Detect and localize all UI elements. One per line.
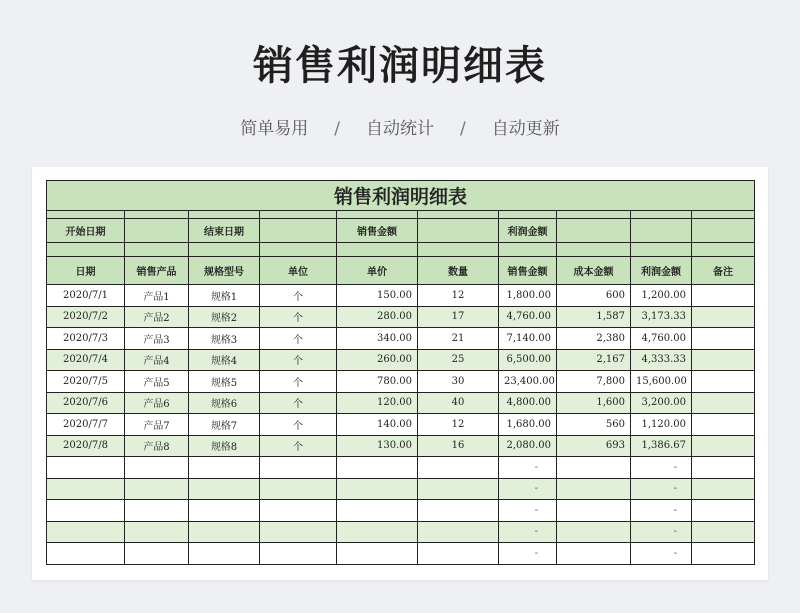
- empty-row: [47, 500, 755, 522]
- table-cell[interactable]: 16: [418, 435, 499, 457]
- summary-empty-cell[interactable]: [692, 219, 755, 243]
- table-cell[interactable]: [47, 521, 125, 543]
- table-cell[interactable]: 4,760.00: [631, 328, 692, 350]
- table-cell[interactable]: [260, 521, 337, 543]
- table-cell[interactable]: -: [499, 500, 557, 522]
- table-cell[interactable]: 个: [260, 285, 337, 307]
- table-cell[interactable]: 1,680.00: [499, 414, 557, 436]
- column-header: 销售产品: [125, 257, 189, 285]
- table-cell[interactable]: [125, 500, 189, 522]
- column-header: 规格型号: [189, 257, 260, 285]
- empty-row: [47, 457, 755, 479]
- table-cell[interactable]: 产品8: [125, 435, 189, 457]
- table-row: [47, 306, 755, 328]
- table-cell[interactable]: 产品5: [125, 371, 189, 393]
- table-cell[interactable]: [692, 349, 755, 371]
- subtitle-separator: /: [460, 119, 466, 139]
- table-cell[interactable]: 规格1: [189, 285, 260, 307]
- sales-profit-table: [46, 180, 755, 565]
- table-cell[interactable]: [557, 543, 631, 565]
- table-cell[interactable]: [189, 543, 260, 565]
- table-cell[interactable]: [125, 457, 189, 479]
- table-cell[interactable]: -: [631, 521, 692, 543]
- table-cell[interactable]: 1,587: [557, 306, 631, 328]
- table-cell[interactable]: 6,500.00: [499, 349, 557, 371]
- table-row: [47, 414, 755, 436]
- table-cell[interactable]: 个: [260, 306, 337, 328]
- table-row: [47, 349, 755, 371]
- table-cell[interactable]: [337, 500, 418, 522]
- table-cell[interactable]: [337, 521, 418, 543]
- table-cell[interactable]: [692, 285, 755, 307]
- subtitle-item: 简单易用: [240, 119, 309, 139]
- table-cell[interactable]: 780.00: [337, 371, 418, 393]
- table-cell[interactable]: 130.00: [337, 435, 418, 457]
- table-cell[interactable]: 23,400.00: [499, 371, 557, 393]
- spacer-row: [47, 243, 755, 257]
- table-cell[interactable]: [418, 500, 499, 522]
- summary-empty-cell[interactable]: [631, 219, 692, 243]
- sales-amount-cell[interactable]: [418, 219, 499, 243]
- table-cell[interactable]: 2020/7/3: [47, 328, 125, 350]
- table-cell[interactable]: [125, 521, 189, 543]
- table-cell[interactable]: [47, 543, 125, 565]
- table-cell[interactable]: 17: [418, 306, 499, 328]
- table-cell[interactable]: 产品6: [125, 392, 189, 414]
- table-cell[interactable]: [418, 478, 499, 500]
- table-cell[interactable]: 15,600.00: [631, 371, 692, 393]
- table-cell[interactable]: [125, 543, 189, 565]
- table-cell[interactable]: 560: [557, 414, 631, 436]
- table-cell[interactable]: [260, 500, 337, 522]
- table-cell[interactable]: 3,173.33: [631, 306, 692, 328]
- table-cell[interactable]: -: [631, 500, 692, 522]
- profit-amount-label: 利润金额: [499, 219, 557, 243]
- table-cell[interactable]: 2020/7/5: [47, 371, 125, 393]
- table-cell[interactable]: [692, 392, 755, 414]
- table-cell[interactable]: 25: [418, 349, 499, 371]
- start-date-cell[interactable]: [125, 219, 189, 243]
- table-cell[interactable]: 4,800.00: [499, 392, 557, 414]
- sales-amount-label: 销售金额: [337, 219, 418, 243]
- table-cell[interactable]: 规格3: [189, 328, 260, 350]
- table-cell[interactable]: [692, 521, 755, 543]
- table-cell[interactable]: 1,200.00: [631, 285, 692, 307]
- table-cell[interactable]: 个: [260, 328, 337, 350]
- table-cell[interactable]: 产品7: [125, 414, 189, 436]
- table-cell[interactable]: [557, 478, 631, 500]
- table-cell[interactable]: [692, 306, 755, 328]
- table-cell[interactable]: 规格6: [189, 392, 260, 414]
- table-cell[interactable]: -: [499, 478, 557, 500]
- start-date-label: 开始日期: [47, 219, 125, 243]
- table-cell[interactable]: [189, 500, 260, 522]
- table-cell[interactable]: [557, 521, 631, 543]
- empty-row: [47, 543, 755, 565]
- table-cell[interactable]: -: [499, 457, 557, 479]
- table-cell[interactable]: 280.00: [337, 306, 418, 328]
- table-row: [47, 285, 755, 307]
- table-cell[interactable]: [692, 435, 755, 457]
- profit-amount-cell[interactable]: [557, 219, 631, 243]
- table-cell[interactable]: 30: [418, 371, 499, 393]
- table-cell[interactable]: -: [631, 543, 692, 565]
- subtitle-item: 自动统计: [366, 119, 434, 139]
- table-cell[interactable]: [47, 478, 125, 500]
- summary-row: [47, 219, 755, 243]
- table-row: [47, 371, 755, 393]
- table-cell[interactable]: 7,140.00: [499, 328, 557, 350]
- table-cell[interactable]: [260, 457, 337, 479]
- table-cell[interactable]: 2020/7/1: [47, 285, 125, 307]
- column-header: 备注: [692, 257, 755, 285]
- page-title: 销售利润明细表: [253, 43, 547, 89]
- table-cell[interactable]: 40: [418, 392, 499, 414]
- table-cell[interactable]: [418, 457, 499, 479]
- table-cell[interactable]: 产品2: [125, 306, 189, 328]
- table-cell[interactable]: [692, 500, 755, 522]
- table-cell[interactable]: 个: [260, 435, 337, 457]
- table-cell[interactable]: 2,080.00: [499, 435, 557, 457]
- empty-row: [47, 521, 755, 543]
- table-cell[interactable]: [692, 478, 755, 500]
- table-cell[interactable]: -: [499, 543, 557, 565]
- subtitle: [0, 114, 800, 139]
- table-cell[interactable]: 4,760.00: [499, 306, 557, 328]
- table-cell[interactable]: [692, 371, 755, 393]
- table-cell[interactable]: 2020/7/2: [47, 306, 125, 328]
- table-cell[interactable]: 产品3: [125, 328, 189, 350]
- table-cell[interactable]: 4,333.33: [631, 349, 692, 371]
- table-cell[interactable]: 个: [260, 371, 337, 393]
- table-cell[interactable]: [692, 457, 755, 479]
- table-cell[interactable]: [337, 478, 418, 500]
- sheet-title: 销售利润明细表: [47, 181, 755, 211]
- column-header-row: [47, 257, 755, 285]
- spreadsheet-card: [32, 167, 768, 580]
- table-cell[interactable]: [692, 328, 755, 350]
- table-cell[interactable]: 1,800.00: [499, 285, 557, 307]
- table-cell[interactable]: 规格2: [189, 306, 260, 328]
- table-cell[interactable]: [692, 543, 755, 565]
- table-cell[interactable]: 2,167: [557, 349, 631, 371]
- table-cell[interactable]: 1,600: [557, 392, 631, 414]
- table-cell[interactable]: -: [499, 521, 557, 543]
- table-cell[interactable]: 产品1: [125, 285, 189, 307]
- table-cell[interactable]: [189, 521, 260, 543]
- table-cell[interactable]: 140.00: [337, 414, 418, 436]
- table-cell[interactable]: 2,380: [557, 328, 631, 350]
- table-cell[interactable]: [125, 478, 189, 500]
- table-cell[interactable]: [337, 543, 418, 565]
- column-header: 日期: [47, 257, 125, 285]
- table-cell[interactable]: 21: [418, 328, 499, 350]
- table-cell[interactable]: [557, 500, 631, 522]
- subtitle-item: 自动更新: [491, 119, 560, 139]
- table-cell[interactable]: 12: [418, 414, 499, 436]
- table-cell[interactable]: 规格8: [189, 435, 260, 457]
- empty-row: [47, 478, 755, 500]
- table-cell[interactable]: [47, 500, 125, 522]
- table-cell[interactable]: -: [631, 457, 692, 479]
- table-cell[interactable]: 3,200.00: [631, 392, 692, 414]
- column-header: 利润金额: [631, 257, 692, 285]
- table-cell[interactable]: 个: [260, 392, 337, 414]
- table-row: [47, 392, 755, 414]
- table-cell[interactable]: 个: [260, 349, 337, 371]
- table-cell[interactable]: 1,120.00: [631, 414, 692, 436]
- table-cell[interactable]: 2020/7/4: [47, 349, 125, 371]
- table-row: [47, 328, 755, 350]
- table-cell[interactable]: 1,386.67: [631, 435, 692, 457]
- table-cell[interactable]: 12: [418, 285, 499, 307]
- table-cell[interactable]: 2020/7/8: [47, 435, 125, 457]
- column-header: 成本金额: [557, 257, 631, 285]
- column-header: 单价: [337, 257, 418, 285]
- subtitle-separator: /: [334, 119, 340, 139]
- table-cell[interactable]: [47, 457, 125, 479]
- table-cell[interactable]: 7,800: [557, 371, 631, 393]
- table-cell[interactable]: 693: [557, 435, 631, 457]
- table-cell[interactable]: [557, 457, 631, 479]
- spacer-row: [47, 211, 755, 219]
- table-cell[interactable]: 规格4: [189, 349, 260, 371]
- table-cell[interactable]: 规格7: [189, 414, 260, 436]
- table-cell[interactable]: [692, 414, 755, 436]
- column-header: 数量: [418, 257, 499, 285]
- table-cell[interactable]: [260, 478, 337, 500]
- table-cell[interactable]: 产品4: [125, 349, 189, 371]
- table-row: [47, 435, 755, 457]
- table-cell[interactable]: 340.00: [337, 328, 418, 350]
- table-cell[interactable]: -: [631, 478, 692, 500]
- table-cell[interactable]: [189, 457, 260, 479]
- table-cell[interactable]: 2020/7/7: [47, 414, 125, 436]
- table-cell[interactable]: 600: [557, 285, 631, 307]
- table-cell[interactable]: [189, 478, 260, 500]
- table-cell[interactable]: 260.00: [337, 349, 418, 371]
- table-cell[interactable]: [337, 457, 418, 479]
- table-cell[interactable]: [260, 543, 337, 565]
- column-header: 单位: [260, 257, 337, 285]
- table-cell[interactable]: [418, 521, 499, 543]
- column-header: 销售金额: [499, 257, 557, 285]
- table-cell[interactable]: [418, 543, 499, 565]
- table-cell[interactable]: 规格5: [189, 371, 260, 393]
- table-cell[interactable]: 2020/7/6: [47, 392, 125, 414]
- table-cell[interactable]: 个: [260, 414, 337, 436]
- table-cell[interactable]: 150.00: [337, 285, 418, 307]
- table-cell[interactable]: 120.00: [337, 392, 418, 414]
- end-date-cell[interactable]: [260, 219, 337, 243]
- end-date-label: 结束日期: [189, 219, 260, 243]
